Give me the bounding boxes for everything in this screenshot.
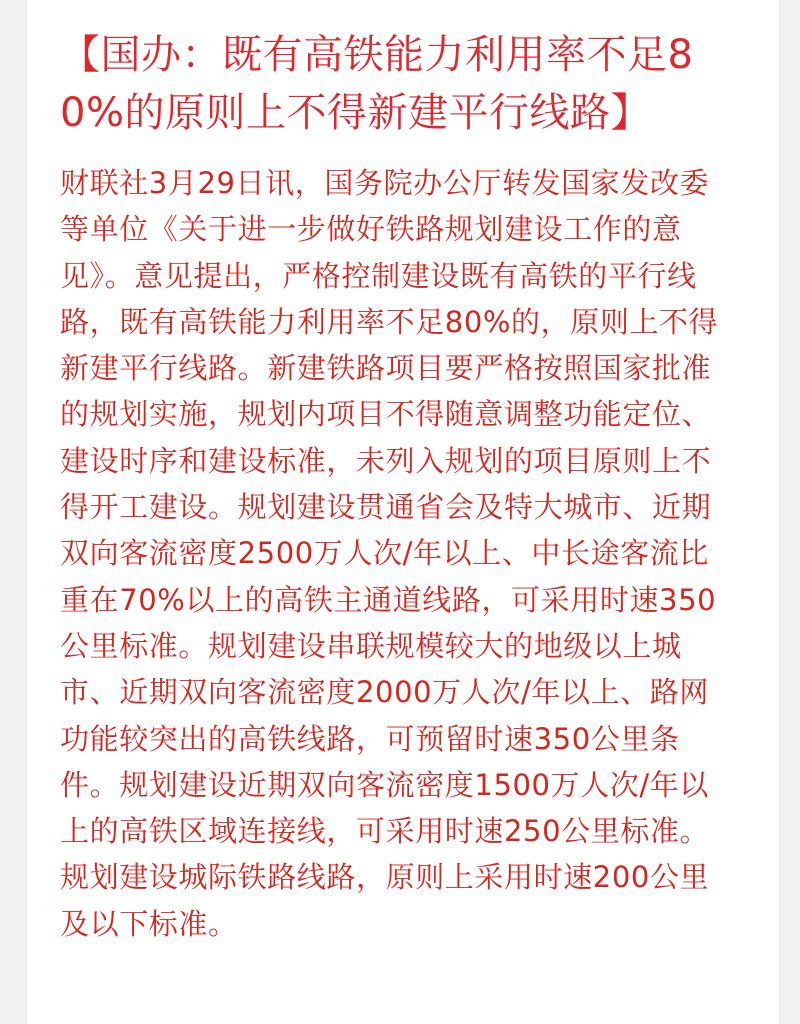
article-body: 财联社3月29日讯，国务院办公厅转发国家发改委等单位《关于进一步做好铁路规划建设工作的意见》。意见提出，严格控制建设既有高铁的平行线路，既有高铁能力利用率不足80%的，原则上不得新建平行线路。新建铁路项目要严格按照国家批准的规划实施，规划内项目不得随意调整功能定位、建设时序和建设标准，未列入规划的项目原则上不得开工建设。规划建设贯通省会及特大城市、近期双向客流密度2500万人次/年以上、中长途客流比重在70%以上的高铁主通道线路，可采用时速350公里标准。规划建设串联规模较大的地级以上城市、近期双向客流密度2000万人次/年以上、路网功能较突出的高铁线路，可预留时速350公里条件。规划建设近期双向客流密度1500万人次/年以上的高铁区域连接线，可采用时速250公里标准。规划建设城际铁路线路，原则上采用时速200公里及以下标准。: [60, 166, 719, 941]
article-headline: 【国办：既有高铁能力利用率不足80%的原则上不得新建平行线路】: [60, 32, 694, 136]
article-card: [26, 0, 780, 1024]
